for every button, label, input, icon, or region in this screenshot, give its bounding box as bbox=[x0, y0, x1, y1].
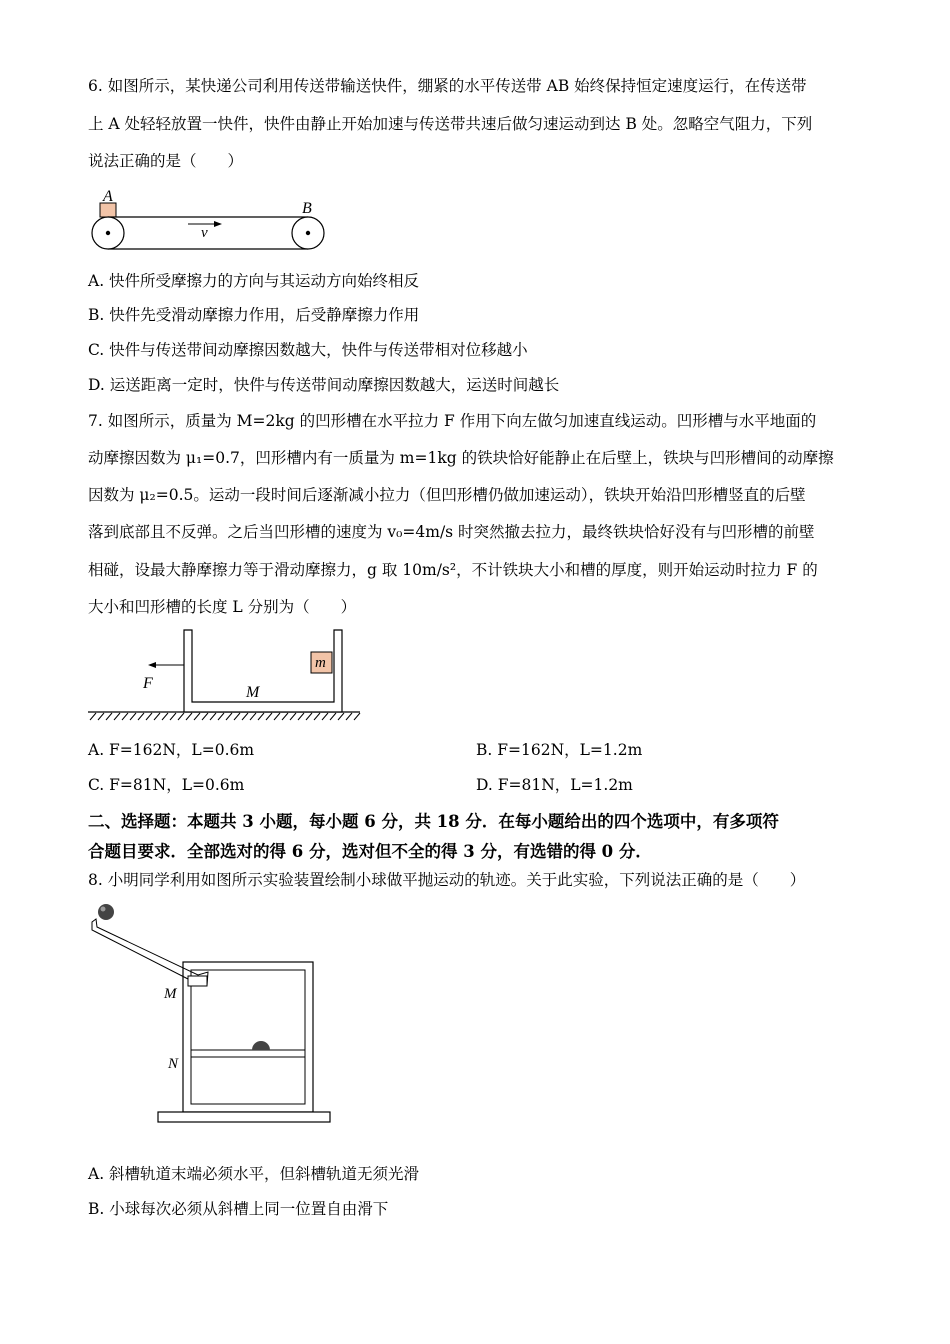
q6-option-a: A. 快件所受摩擦力的方向与其运动方向始终相反 bbox=[88, 272, 420, 290]
q7-stem-line-2: 动摩擦因数为 μ₁=0.7，凹形槽内有一质量为 m=1kg 的铁块恰好能静止在后壁上，铁块与凹形槽间的动摩擦 bbox=[88, 449, 834, 467]
q8-option-a: A. 斜槽轨道末端必须水平，但斜槽轨道无须光滑 bbox=[88, 1165, 420, 1183]
groove-figure bbox=[88, 628, 368, 728]
q6-option-c: C. 快件与传送带间动摩擦因数越大，快件与传送带相对位移越小 bbox=[88, 341, 528, 359]
q6-option-d: D. 运送距离一定时，快件与传送带间动摩擦因数越大，运送时间越长 bbox=[88, 376, 560, 394]
q7-stem-line-5: 相碰，设最大静摩擦力等于滑动摩擦力，g 取 10m/s²，不计铁块大小和槽的厚度，则开始运动时拉力 F 的 bbox=[88, 561, 818, 579]
label-m-big: M bbox=[246, 684, 260, 701]
q8-stem-line-1: 8. 小明同学利用如图所示实验装置绘制小球做平抛运动的轨迹。关于此实验，下列说法正确的是（ ） bbox=[88, 871, 806, 889]
q7-stem-line-3: 因数为 μ₂=0.5。运动一段时间后逐渐减小拉力（但凹形槽仍做加速运动），铁块开始沿凹形槽竖直的后壁 bbox=[88, 486, 806, 504]
q8-option-b: B. 小球每次必须从斜槽上同一位置自由滑下 bbox=[88, 1200, 389, 1218]
q7-stem-line-6: 大小和凹形槽的长度 L 分别为（ ） bbox=[88, 598, 357, 616]
label-b: B bbox=[302, 200, 312, 217]
ball-on-board bbox=[252, 1041, 270, 1050]
label-m-small: m bbox=[315, 655, 326, 671]
label-m: M bbox=[164, 986, 177, 1002]
q7-stem-line-4: 落到底部且不反弹。之后当凹形槽的速度为 v₀=4m/s 时突然撤去拉力，最终铁块恰好没有与凹形槽的前壁 bbox=[88, 523, 815, 541]
parcel-box bbox=[100, 203, 116, 217]
q6-option-b: B. 快件先受滑动摩擦力作用，后受静摩擦力作用 bbox=[88, 306, 420, 324]
q7-option-d: D. F=81N，L=1.2m bbox=[476, 776, 633, 794]
label-n: N bbox=[168, 1056, 179, 1072]
q7-stem-line-1: 7. 如图所示，质量为 M=2kg 的凹形槽在水平拉力 F 作用下向左做匀加速直线运动。凹形槽与水平地面的 bbox=[88, 412, 817, 430]
conveyor-belt-figure bbox=[88, 185, 338, 255]
q7-option-c: C. F=81N，L=0.6m bbox=[88, 776, 245, 794]
q6-stem-line-3: 说法正确的是（ ） bbox=[88, 152, 244, 170]
base-plate bbox=[158, 1112, 330, 1122]
label-a: A bbox=[103, 188, 113, 205]
frame-inner bbox=[191, 970, 305, 1104]
label-f: F bbox=[143, 675, 153, 692]
projectile-apparatus-figure bbox=[88, 900, 338, 1130]
ball-top bbox=[98, 904, 114, 920]
q7-option-b: B. F=162N，L=1.2m bbox=[476, 741, 643, 759]
q7-option-a: A. F=162N，L=0.6m bbox=[88, 741, 255, 759]
section-2-heading-line-2: 合题目要求．全部选对的得 6 分，选对但不全的得 3 分，有选错的得 0 分． bbox=[88, 842, 652, 861]
q6-stem-line-1: 6. 如图所示，某快递公司利用传送带输送快件，绷紧的水平传送带 AB 始终保持恒定速度运行，在传送带 bbox=[88, 77, 807, 95]
track-end-m bbox=[188, 976, 207, 986]
q6-stem-line-2: 上 A 处轻轻放置一快件，快件由静止开始加速与传送带共速后做匀速运动到达 B 处。忽略空气阻力，下列 bbox=[88, 115, 813, 133]
label-v: v bbox=[201, 225, 208, 241]
section-2-heading-line-1: 二、选择题：本题共 3 小题，每小题 6 分，共 18 分．在每小题给出的四个选项中，有多项符 bbox=[88, 812, 779, 831]
